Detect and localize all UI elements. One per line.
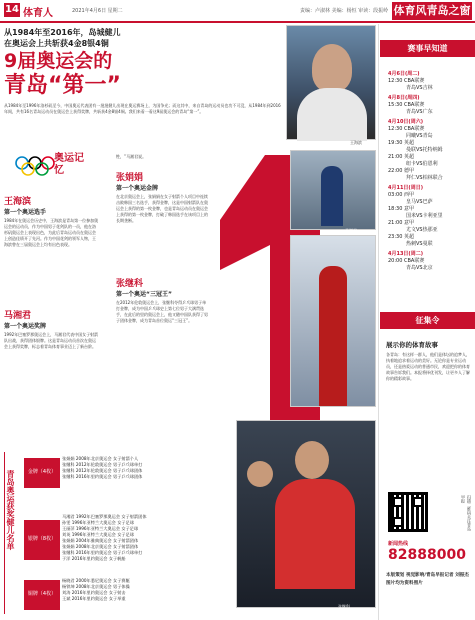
qr-finder-icon bbox=[393, 497, 403, 507]
hotline-number: 82888000 bbox=[388, 547, 466, 563]
silver-label: 银牌（8枚） bbox=[24, 520, 60, 560]
schedule-header: 赛事早知道 bbox=[380, 40, 475, 57]
schedule-item: 19:30 英超 bbox=[388, 140, 414, 146]
qr-finder-icon bbox=[413, 497, 423, 507]
schedule-item: 曼联VS托特纳姆 bbox=[406, 147, 443, 153]
section-title: 体育人 bbox=[23, 8, 53, 19]
article-body-4: 在2012年伦敦奥运会上，张继科夺得乒乓球男子单打金牌，成为中国乒乓球史上第七位男子大满贯选手，在此后的里约奥运会上，他又随中国队获得了男子团体金牌，成为青岛首位奥运“三冠王”。 bbox=[116, 300, 208, 323]
gold-entry: 张继科 2012年伦敦奥运会 男子乒乓球单打 bbox=[62, 462, 143, 467]
silver-entry: 张娟娟 2004年雅典奥运会 女子射箭团体 bbox=[62, 538, 139, 543]
gold-entry: 张娟娟 2008年北京奥运会 女子射箭个人 bbox=[62, 456, 139, 461]
headline-line-2: 青岛“第一” bbox=[4, 73, 121, 98]
roster-title: 青岛奥运获奖健儿名单 bbox=[6, 470, 15, 550]
column-2-lead: 牲，”马湘君说。 bbox=[116, 154, 147, 159]
emblem-text: 奥运记忆 bbox=[54, 153, 84, 176]
column-2 bbox=[116, 154, 208, 396]
silver-entry: 于洋 2016年里约奥运会 女子帆船 bbox=[62, 556, 126, 561]
person-name-4: 张继科 bbox=[116, 279, 144, 289]
schedule-list bbox=[388, 68, 473, 272]
schedule-day bbox=[388, 251, 473, 272]
photo-caption-4: 张继科 bbox=[338, 604, 350, 609]
person-name-2: 马湘君 bbox=[4, 311, 32, 321]
schedule-day bbox=[388, 95, 473, 116]
archer-figure bbox=[321, 166, 343, 226]
photo-wang-haibin bbox=[286, 25, 376, 140]
silver-entry: 刘英 1996年亚特兰大奥运会 女子足球 bbox=[62, 532, 134, 537]
person-title-3: 第一个奥运金牌 bbox=[116, 185, 159, 192]
photo-caption-2: 马湘君 bbox=[345, 228, 357, 233]
headline-line-1: 9届奥运会的 bbox=[4, 50, 113, 72]
bronze-entry: 刘涛 2016年里约奥运会 女子射击 bbox=[62, 590, 126, 595]
bronze-entry: 杨铁坤 2008年北京奥运会 男子体操 bbox=[62, 584, 130, 589]
schedule-item: 青岛VS北京 bbox=[406, 265, 433, 271]
gold-entry: 张继科 2016年里约奥运会 男子乒乓球团体 bbox=[62, 474, 143, 479]
schedule-item: 热刺VS曼联 bbox=[406, 241, 433, 247]
athlete-torso bbox=[297, 88, 367, 141]
bronze-entry: 杨晓君 2000年悉尼奥运会 女子赛艇 bbox=[62, 578, 130, 583]
schedule-item: 青岛VS吉林 bbox=[406, 85, 433, 91]
gold-entry: 张继科 2012年伦敦奥运会 男子乒乓球团体 bbox=[62, 468, 143, 473]
person-name-1: 王海滨 bbox=[4, 197, 32, 207]
schedule-item: 15:30 CBA联赛 bbox=[388, 102, 425, 108]
bronze-label: 铜牌（4枚） bbox=[24, 580, 60, 610]
athlete-silhouette bbox=[312, 44, 352, 92]
article-body-1: 1984年在奥运会历史中，王海滨是青岛第一位参加奥运会的运动员，作为中国男子花剑队的一员，他在洛杉矶奥运会上表现出色，为此后青岛运动员在奥运会上创造佳绩开了先河。作为中国花剑的领军人物，王海滨曾在三届奥运会上均有出色表现。 bbox=[4, 218, 99, 247]
schedule-item: 青岛VS广东 bbox=[406, 109, 433, 115]
column-1 bbox=[4, 194, 99, 427]
editor-credits: 责编：卢淑林 美编：杨恒 审读：段振岭 bbox=[300, 8, 389, 14]
schedule-item: 18:30 意甲 bbox=[388, 206, 414, 212]
subheadline-1: 从1984年至2016年，岛城健儿 bbox=[4, 28, 121, 37]
player-fist bbox=[247, 461, 273, 487]
issue-date: 2021年4月6日 星期二 bbox=[72, 8, 123, 14]
intro-text: 从1984年至1996年洛杉矶至今，中国奥运代表团有一批批健儿出现在奥运赛场上，为国争光；而这其中，来自青岛的运动员也功不可没，从1984年到2016年间，共有16名青岛运动员在奥运会上获得奖牌，共斩获4金8银4铜。我们来看一看这9届奥运会的青岛“第一”。 bbox=[4, 103, 282, 139]
person-title-4: 第一个奥运“三冠王” bbox=[116, 291, 172, 298]
article-body-3: 在北京奥运会上，张娟娟在女子射箭个人项目中连续击败韩国三名选手，获得金牌，这是中国射箭队在奥运会上获得的第一枚金牌，也是青岛运动员在奥运会上获得的第一枚金牌，打破了韩国选手在该项目上的长期垄断。 bbox=[116, 194, 208, 223]
recruit-title: 展示你的体育故事 bbox=[386, 341, 438, 349]
schedule-item: 03:00 西甲 bbox=[388, 192, 414, 198]
qr-finder-icon bbox=[393, 517, 403, 527]
sidebar-border bbox=[378, 24, 379, 620]
olympic-memory-emblem bbox=[14, 153, 88, 191]
schedule-day bbox=[388, 119, 473, 182]
player-head bbox=[295, 441, 329, 479]
bronze-list bbox=[62, 578, 212, 602]
schedule-day bbox=[388, 185, 473, 248]
schedule-item: 皇马VS巴萨 bbox=[406, 199, 433, 205]
schedule-item: 国米VS卡利亚里 bbox=[406, 213, 443, 219]
person-title-1: 第一个奥运选手 bbox=[4, 209, 47, 216]
qr-code[interactable] bbox=[388, 492, 428, 532]
qr-label: 扫描二维码关注青岛早报 bbox=[461, 495, 472, 531]
schedule-date: 4月6日(周二) bbox=[388, 71, 420, 77]
silver-entry: 马湘君 1992年巴塞罗那奥运会 女子射箭团体 bbox=[62, 514, 147, 519]
schedule-date: 4月11日(周日) bbox=[388, 185, 424, 191]
recruit-body: 各青岛：有这样一群人，他们是体坛的追梦人，执着地追求着运动的美好。无论你是专业运动员，还是热爱运动的普通市民，欢迎把你的体育故事告诉我们。本报将择优刊发，让更多人了解你的精彩故事。 bbox=[386, 352, 470, 381]
photo-caption-1: 王海滨 bbox=[350, 140, 362, 145]
archer-figure-2 bbox=[319, 266, 347, 406]
silver-entry: 张娟娟 2008年北京奥运会 女子射箭团体 bbox=[62, 544, 139, 549]
schedule-item: 21:00 意甲 bbox=[388, 220, 414, 226]
hotline-label: 新闻热线 bbox=[388, 541, 409, 547]
schedule-item: 21:00 英超 bbox=[388, 154, 414, 160]
schedule-item: 22:00 德甲 bbox=[388, 168, 414, 174]
gold-list bbox=[62, 456, 212, 480]
photo-zhang-jike bbox=[236, 420, 376, 608]
schedule-date: 4月13日(周二) bbox=[388, 251, 424, 257]
photo-ma-xiangjun bbox=[290, 150, 376, 230]
silver-entry: 孙雯 1996年亚特兰大奥运会 女子足球 bbox=[62, 520, 134, 525]
article-body-2: 1992年巴塞罗那奥运会上，马湘君代表中国女子射箭队出战，获得团体银牌。这是青岛运动员首次在奥运会上获得奖牌，标志着青岛体育事业迈上了新台阶。 bbox=[4, 332, 99, 349]
schedule-item: 纽卡VS伯恩利 bbox=[406, 161, 438, 167]
photo-zhang-juanjuan bbox=[290, 235, 376, 407]
bronze-entry: 王斌 2016年里约奥运会 女子举重 bbox=[62, 596, 126, 601]
page-footer-credits: 本版策划 视觉影响/青岛早报记者 刘振杰 图片均为资料照片 bbox=[386, 573, 469, 586]
silver-entry: 王丽萍 1996年亚特兰大奥运会 女子足球 bbox=[62, 526, 139, 531]
schedule-date: 4月8日(周四) bbox=[388, 95, 420, 101]
section-logo: 体育风青岛之窗 bbox=[392, 2, 472, 20]
schedule-date: 4月10日(周六) bbox=[388, 119, 424, 125]
schedule-item: 尤文VS热那亚 bbox=[406, 227, 438, 233]
silver-entry: 张继科 2016年里约奥运会 男子乒乓球单打 bbox=[62, 550, 143, 555]
recruit-header: 征集令 bbox=[380, 312, 475, 329]
schedule-item: 12:30 CBA联赛 bbox=[388, 78, 425, 84]
player-shirt bbox=[275, 479, 355, 589]
schedule-item: 20:00 CBA联赛 bbox=[388, 258, 425, 264]
silver-list bbox=[62, 514, 212, 562]
schedule-item: 拜仁VS柏林联合 bbox=[406, 175, 443, 181]
schedule-item: 同曦VS青岛 bbox=[406, 133, 433, 139]
person-name-3: 张娟娟 bbox=[116, 173, 144, 183]
header-divider bbox=[0, 21, 475, 23]
schedule-item: 23:30 英超 bbox=[388, 234, 414, 240]
page-number: 14 bbox=[5, 4, 19, 15]
gold-label: 金牌（4枚） bbox=[24, 458, 60, 488]
subheadline-2: 在奥运会上共斩获4金8银4铜 bbox=[4, 39, 109, 48]
schedule-item: 12:30 CBA联赛 bbox=[388, 126, 425, 132]
person-title-2: 第一个奥运奖牌 bbox=[4, 323, 47, 330]
schedule-day bbox=[388, 71, 473, 92]
